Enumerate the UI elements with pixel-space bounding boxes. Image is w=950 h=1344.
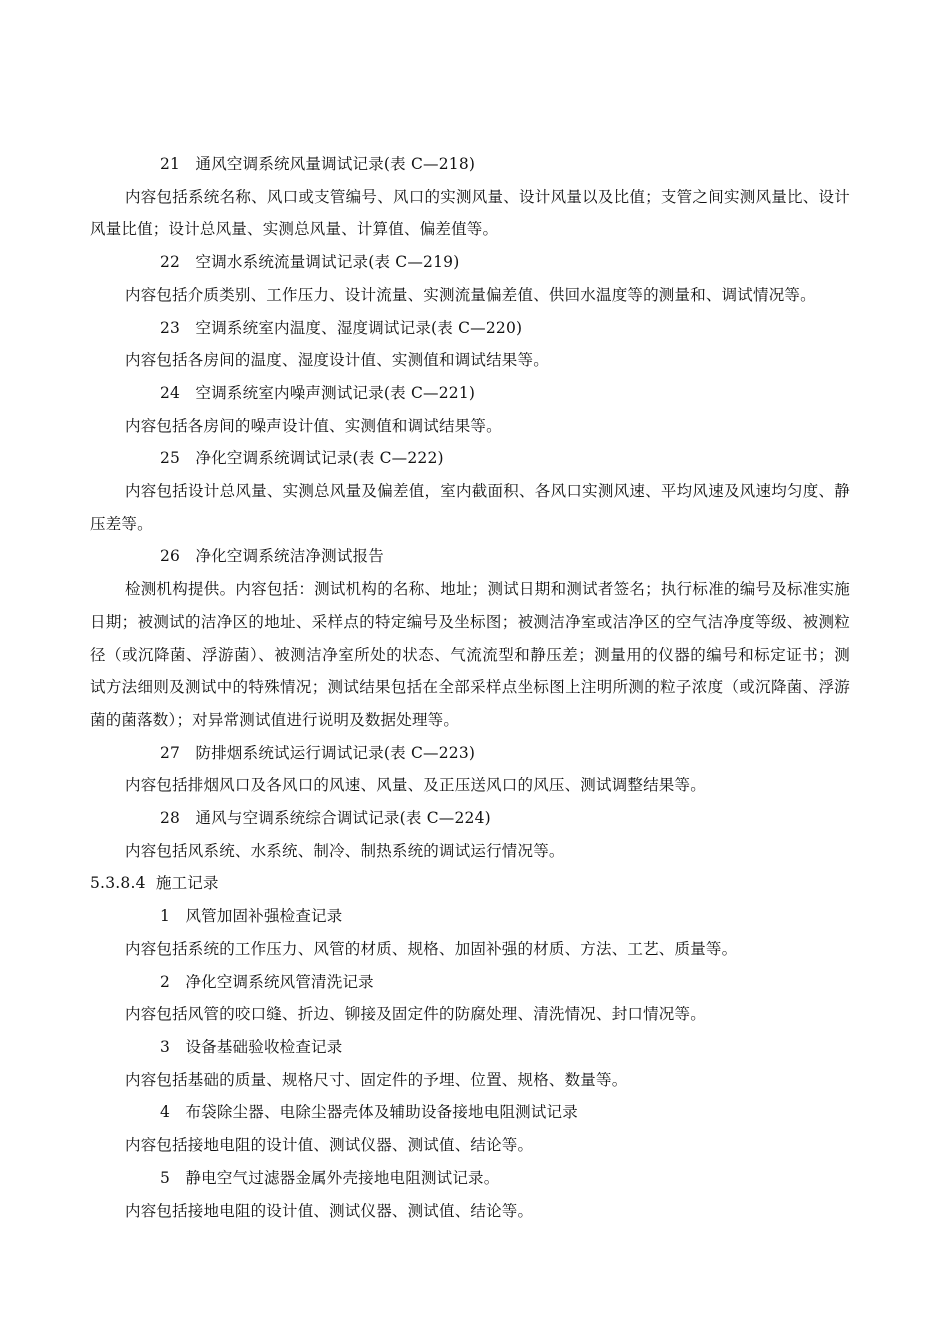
item-number: 26 bbox=[160, 547, 181, 566]
item-title: 静电空气过滤器金属外壳接地电阻测试记录。 bbox=[185, 1168, 500, 1187]
paragraph: 内容包括系统的工作压力、风管的材质、规格、加固补强的材质、方法、工艺、质量等。 bbox=[125, 939, 738, 958]
item-title: 净化空调系统风管清洗记录 bbox=[185, 972, 374, 991]
paragraph: 内容包括设计总风量、实测总风量及偏差值，室内截面积、各风口实测风速、平均风速及风速均匀度、静压差等。 bbox=[90, 482, 850, 533]
item-title: 空调水系统流量调试记录(表 C—219) bbox=[195, 253, 460, 272]
item-number: 4 bbox=[160, 1103, 171, 1122]
paragraph: 内容包括接地电阻的设计值、测试仪器、测试值、结论等。 bbox=[125, 1136, 534, 1155]
item-title: 通风空调系统风量调试记录(表 C—218) bbox=[195, 155, 476, 173]
paragraph: 内容包括接地电阻的设计值、测试仪器、测试值、结论等。 bbox=[125, 1201, 534, 1220]
item-title: 通风与空调系统综合调试记录(表 C—224) bbox=[195, 809, 491, 828]
document-content bbox=[90, 148, 850, 1227]
paragraph: 内容包括基础的质量、规格尺寸、固定件的予埋、位置、规格、数量等。 bbox=[125, 1070, 628, 1089]
item-number: 28 bbox=[160, 809, 181, 828]
item-title: 设备基础验收检查记录 bbox=[185, 1037, 343, 1056]
item-heading bbox=[90, 1096, 850, 1129]
item-number: 27 bbox=[160, 743, 181, 762]
item-number: 23 bbox=[160, 318, 181, 337]
item-title: 净化空调系统洁净测试报告 bbox=[195, 547, 384, 566]
item-title: 净化空调系统调试记录(表 C—222) bbox=[195, 449, 444, 468]
item-heading bbox=[90, 246, 850, 279]
item-heading bbox=[90, 900, 850, 933]
item-title: 空调系统室内温度、湿度调试记录(表 C—220) bbox=[195, 318, 523, 337]
paragraph: 内容包括风系统、水系统、制冷、制热系统的调试运行情况等。 bbox=[125, 841, 565, 860]
item-number: 25 bbox=[160, 449, 181, 468]
item-title: 施工记录 bbox=[155, 874, 219, 893]
item-number: 22 bbox=[160, 253, 181, 272]
item-title: 防排烟系统试运行调试记录(表 C—223) bbox=[195, 743, 476, 762]
item-heading bbox=[90, 737, 850, 770]
item-title: 布袋除尘器、电除尘器壳体及辅助设备接地电阻测试记录 bbox=[185, 1103, 578, 1122]
item-number: 24 bbox=[160, 383, 181, 402]
item-number: 5.3.8.4 bbox=[90, 874, 146, 893]
paragraph: 内容包括各房间的噪声设计值、实测值和调试结果等。 bbox=[125, 416, 502, 435]
section-heading bbox=[90, 867, 850, 900]
item-heading bbox=[90, 1162, 850, 1195]
item-heading bbox=[90, 377, 850, 410]
item-number: 1 bbox=[160, 907, 171, 926]
item-number: 3 bbox=[160, 1037, 171, 1056]
item-number: 21 bbox=[160, 155, 181, 173]
paragraph: 检测机构提供。内容包括：测试机构的名称、地址；测试日期和测试者签名；执行标准的编号及标准实施日期；被测试的洁净区的地址、采样点的特定编号及坐标图；被测洁净室或洁净区的空气洁净度等级、被测粒径（或沉降菌、浮游菌）、被测洁净室所处的状态、气流流型和静压差；测量用的仪器的编号和标定证书；测试方法细则及测试中的特殊情况；测试结果包括在全部采样点坐标图上注明所测的粒子浓度（或沉降菌、浮游菌的菌落数）；对异常测试值进行说明及数据处理等。 bbox=[90, 580, 850, 729]
item-heading bbox=[90, 442, 850, 475]
item-heading bbox=[90, 148, 850, 181]
paragraph: 内容包括介质类别、工作压力、设计流量、实测流量偏差值、供回水温度等的测量和、调试情况等。 bbox=[125, 285, 816, 304]
item-title: 空调系统室内噪声测试记录(表 C—221) bbox=[195, 383, 476, 402]
item-number: 5 bbox=[160, 1168, 171, 1187]
item-heading bbox=[90, 802, 850, 835]
paragraph: 内容包括排烟风口及各风口的风速、风量、及正压送风口的风压、测试调整结果等。 bbox=[125, 776, 706, 795]
item-heading bbox=[90, 540, 850, 573]
paragraph: 内容包括风管的咬口缝、折边、铆接及固定件的防腐处理、清洗情况、封口情况等。 bbox=[125, 1005, 706, 1024]
paragraph: 内容包括各房间的温度、湿度设计值、实测值和调试结果等。 bbox=[125, 351, 549, 370]
item-number: 2 bbox=[160, 972, 171, 991]
item-heading bbox=[90, 1031, 850, 1064]
item-heading bbox=[90, 966, 850, 999]
item-title: 风管加固补强检查记录 bbox=[185, 907, 343, 926]
paragraph: 内容包括系统名称、风口或支管编号、风口的实测风量、设计风量以及比值；支管之间实测风量比、设计风量比值；设计总风量、实测总风量、计算值、偏差值等。 bbox=[90, 187, 850, 239]
item-heading bbox=[90, 312, 850, 345]
